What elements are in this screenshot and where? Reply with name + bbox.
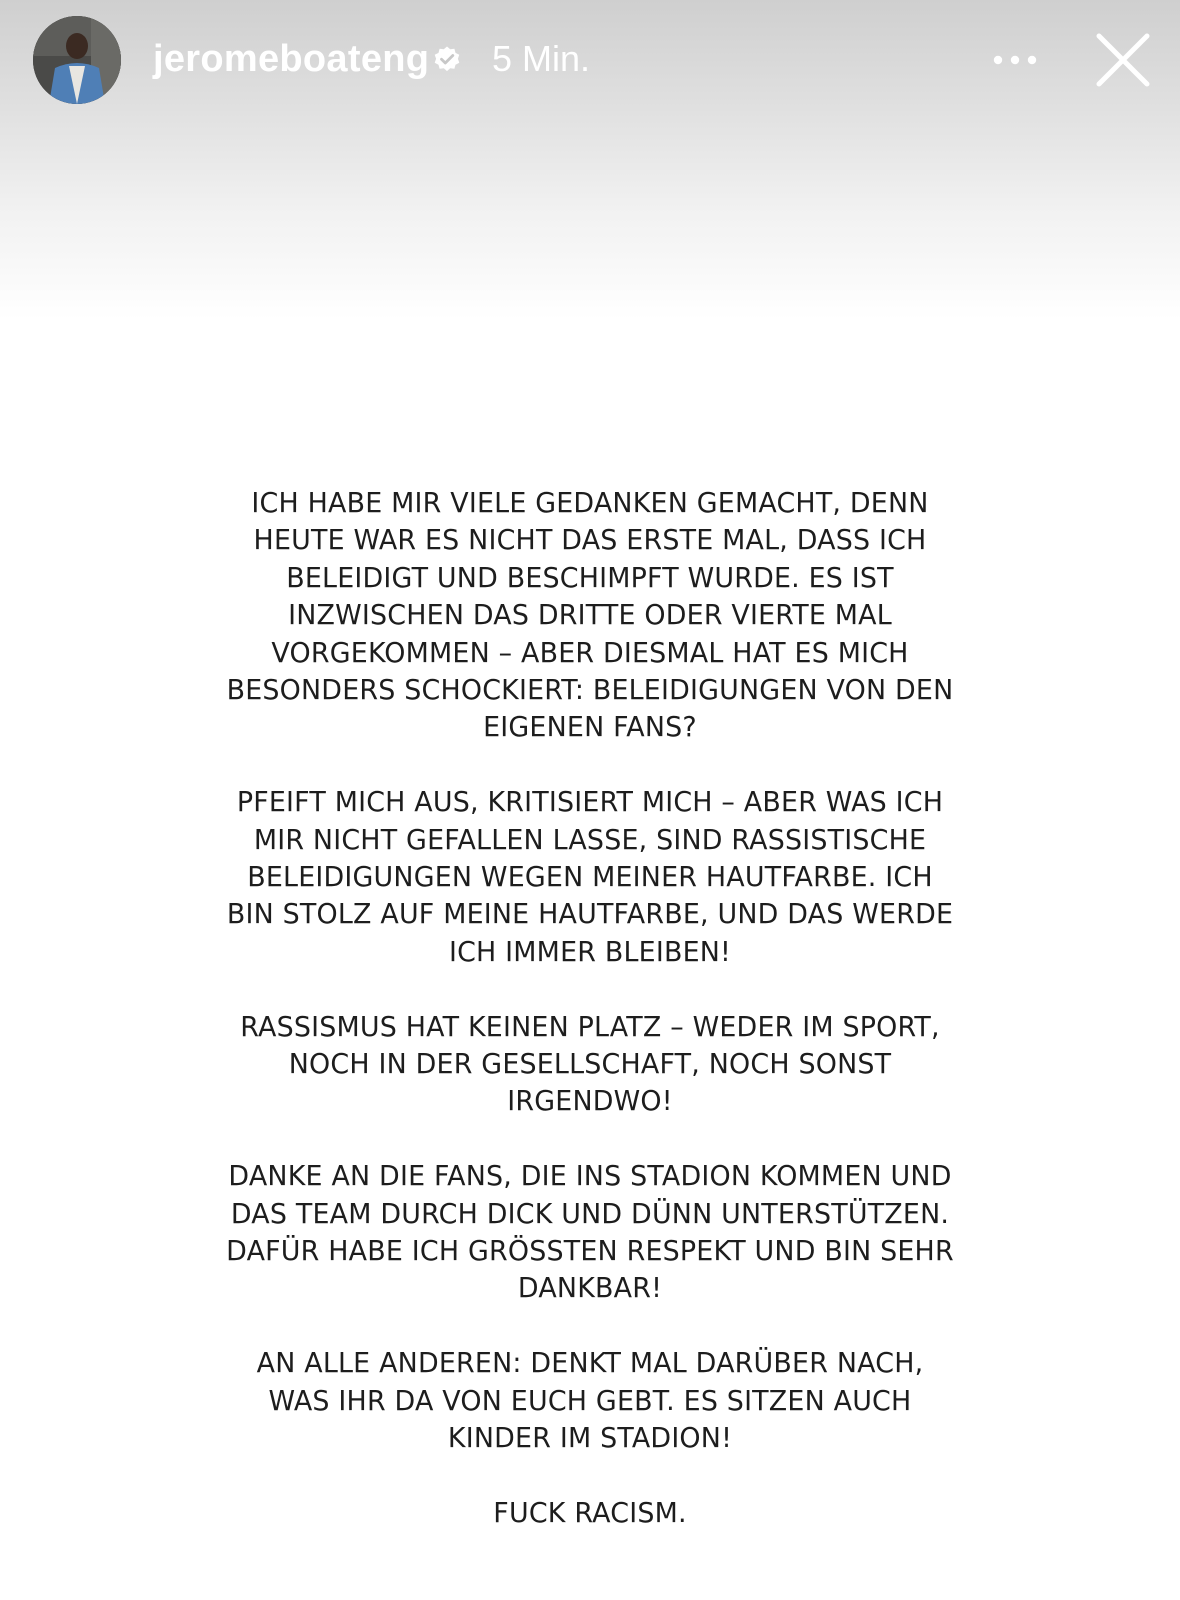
story-paragraph: RASSISMUS HAT KEINEN PLATZ – WEDER IM SPORT, NOCH IN DER GESELLSCHAFT, NOCH SONST IRGENDWO!	[240, 1009, 940, 1118]
story-paragraph: DANKE AN DIE FANS, DIE INS STADION KOMMEN UND DAS TEAM DURCH DICK UND DÜNN UNTERSTÜTZEN. DAFÜR HABE ICH GRÖSSTEN RESPEKT UND BIN SEHR DANKBAR!	[226, 1159, 954, 1305]
story-text-body	[206, 484, 974, 1531]
timestamp: 5 Min.	[492, 38, 591, 79]
story-paragraph: ICH HABE MIR VIELE GEDANKEN GEMACHT, DENN HEUTE WAR ES NICHT DAS ERSTE MAL, DASS ICH BELEIDIGT UND BESCHIMPFT WURDE. ES IST INZWISCHEN DAS DRITTE ODER VIERTE MAL VORGEKOMMEN – ABER DIESMAL HAT ES MICH BESONDERS SCHOCKIERT: BELEIDIGUNGEN VON DEN EIGENEN FANS?	[226, 486, 954, 744]
verified-badge-icon	[432, 45, 462, 75]
story-paragraph: AN ALLE ANDEREN: DENKT MAL DARÜBER NACH, WAS IHR DA VON EUCH GEBT. ES SITZEN AUCH KINDER IM STADION!	[256, 1346, 924, 1455]
more-horizontal-icon	[990, 40, 1040, 80]
story-header	[0, 0, 1180, 120]
username[interactable]: jeromeboateng	[153, 38, 430, 80]
story-paragraph: FUCK RACISM.	[493, 1495, 687, 1529]
close-icon	[1093, 30, 1153, 90]
close-button[interactable]	[1093, 30, 1153, 90]
story-paragraph: PFEIFT MICH AUS, KRITISIERT MICH – ABER WAS ICH MIR NICHT GEFALLEN LASSE, SIND RASSISTISCHE BELEIDIGUNGEN WEGEN MEINER HAUTFARBE. ICH BIN STOLZ AUF MEINE HAUTFARBE, UND DAS WERDE ICH IMMER BLEIBEN!	[226, 785, 954, 968]
avatar[interactable]	[33, 16, 121, 104]
profile-photo-icon	[33, 16, 121, 104]
more-options-button[interactable]	[990, 40, 1040, 80]
